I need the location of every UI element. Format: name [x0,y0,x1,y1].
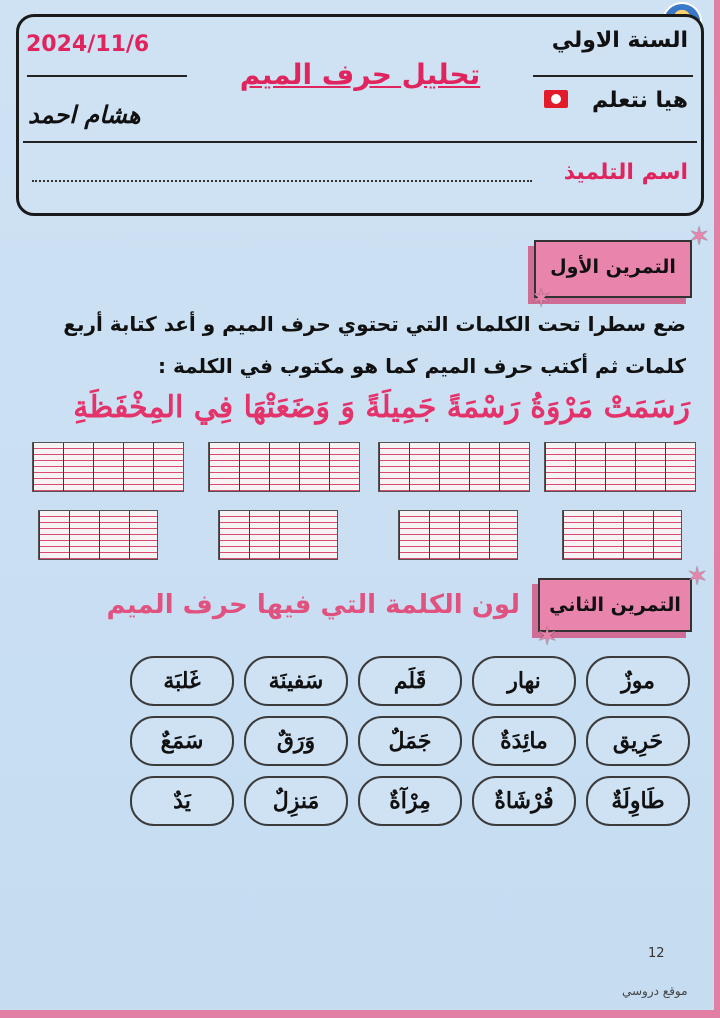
word-pill[interactable]: طَاوِلَةٌ [586,776,690,826]
divider [533,75,693,77]
pink-border-bottom [0,1010,720,1018]
star-icon: ✶ [536,622,558,652]
page-title: تحليل حرف الميم [239,58,481,91]
writing-grid[interactable] [32,442,184,492]
date: 2024/11/6 [26,32,150,57]
writing-grid[interactable] [378,442,530,492]
grade-label: السنة الاولي [551,28,688,53]
exercise1-instruction-line1: ضع سطرا تحت الكلمات التي تحتوي حرف الميم و أعد كتابة أربع [63,312,686,336]
word-pill[interactable]: مائِدَةٌ [472,716,576,766]
writing-grid[interactable] [218,510,338,560]
subject-label: هيا نتعلم [591,88,688,113]
word-pill[interactable]: غَلبَة [130,656,234,706]
student-name-field[interactable] [32,180,532,182]
word-pill[interactable]: سَمَعٌ [130,716,234,766]
teacher-name: هشام احمد [28,100,141,129]
exercise1-label: التمرين الأول [534,240,692,298]
writing-grid[interactable] [38,510,158,560]
divider [23,141,697,143]
star-icon: ✶ [686,562,708,592]
writing-grid[interactable] [398,510,518,560]
divider [27,75,187,77]
word-pill[interactable]: قَلَم [358,656,462,706]
star-icon: ✶ [530,284,552,314]
student-name-label: اسم التلميذ [563,160,688,185]
word-pill[interactable]: مَنزِلٌ [244,776,348,826]
word-pill[interactable]: موزٌ [586,656,690,706]
writing-grid[interactable] [544,442,696,492]
word-pill[interactable]: وَرَقٌ [244,716,348,766]
word-pill[interactable]: سَفينَة [244,656,348,706]
exercise2-label: التمرين الثاني [538,578,692,632]
writing-grid[interactable] [562,510,682,560]
exercise1-sentence: رَسَمَتْ مَرْوَةُ رَسْمَةً جَمِيلَةً وَ وَضَعَتْهَا فِي المِخْفَظَةِ [73,390,690,425]
word-pill[interactable]: فُرْشَاةٌ [472,776,576,826]
site-watermark: موقع دروسي [622,984,688,998]
word-pill[interactable]: حَرِيق [586,716,690,766]
word-pill[interactable]: جَمَلٌ [358,716,462,766]
exercise1-instruction-line2: كلمات ثم أكتب حرف الميم كما هو مكتوب في الكلمة : [158,354,686,378]
word-pill[interactable]: نهار [472,656,576,706]
exercise2-instruction: لون الكلمة التي فيها حرف الميم [106,590,520,620]
word-pill[interactable]: مِرْآةٌ [358,776,462,826]
word-pill[interactable]: يَدٌ [130,776,234,826]
page-number: 12 [648,946,665,961]
pink-border-right [714,0,720,1018]
writing-grid[interactable] [208,442,360,492]
star-icon: ✶ [688,222,710,252]
tunisia-flag-icon [544,90,568,108]
